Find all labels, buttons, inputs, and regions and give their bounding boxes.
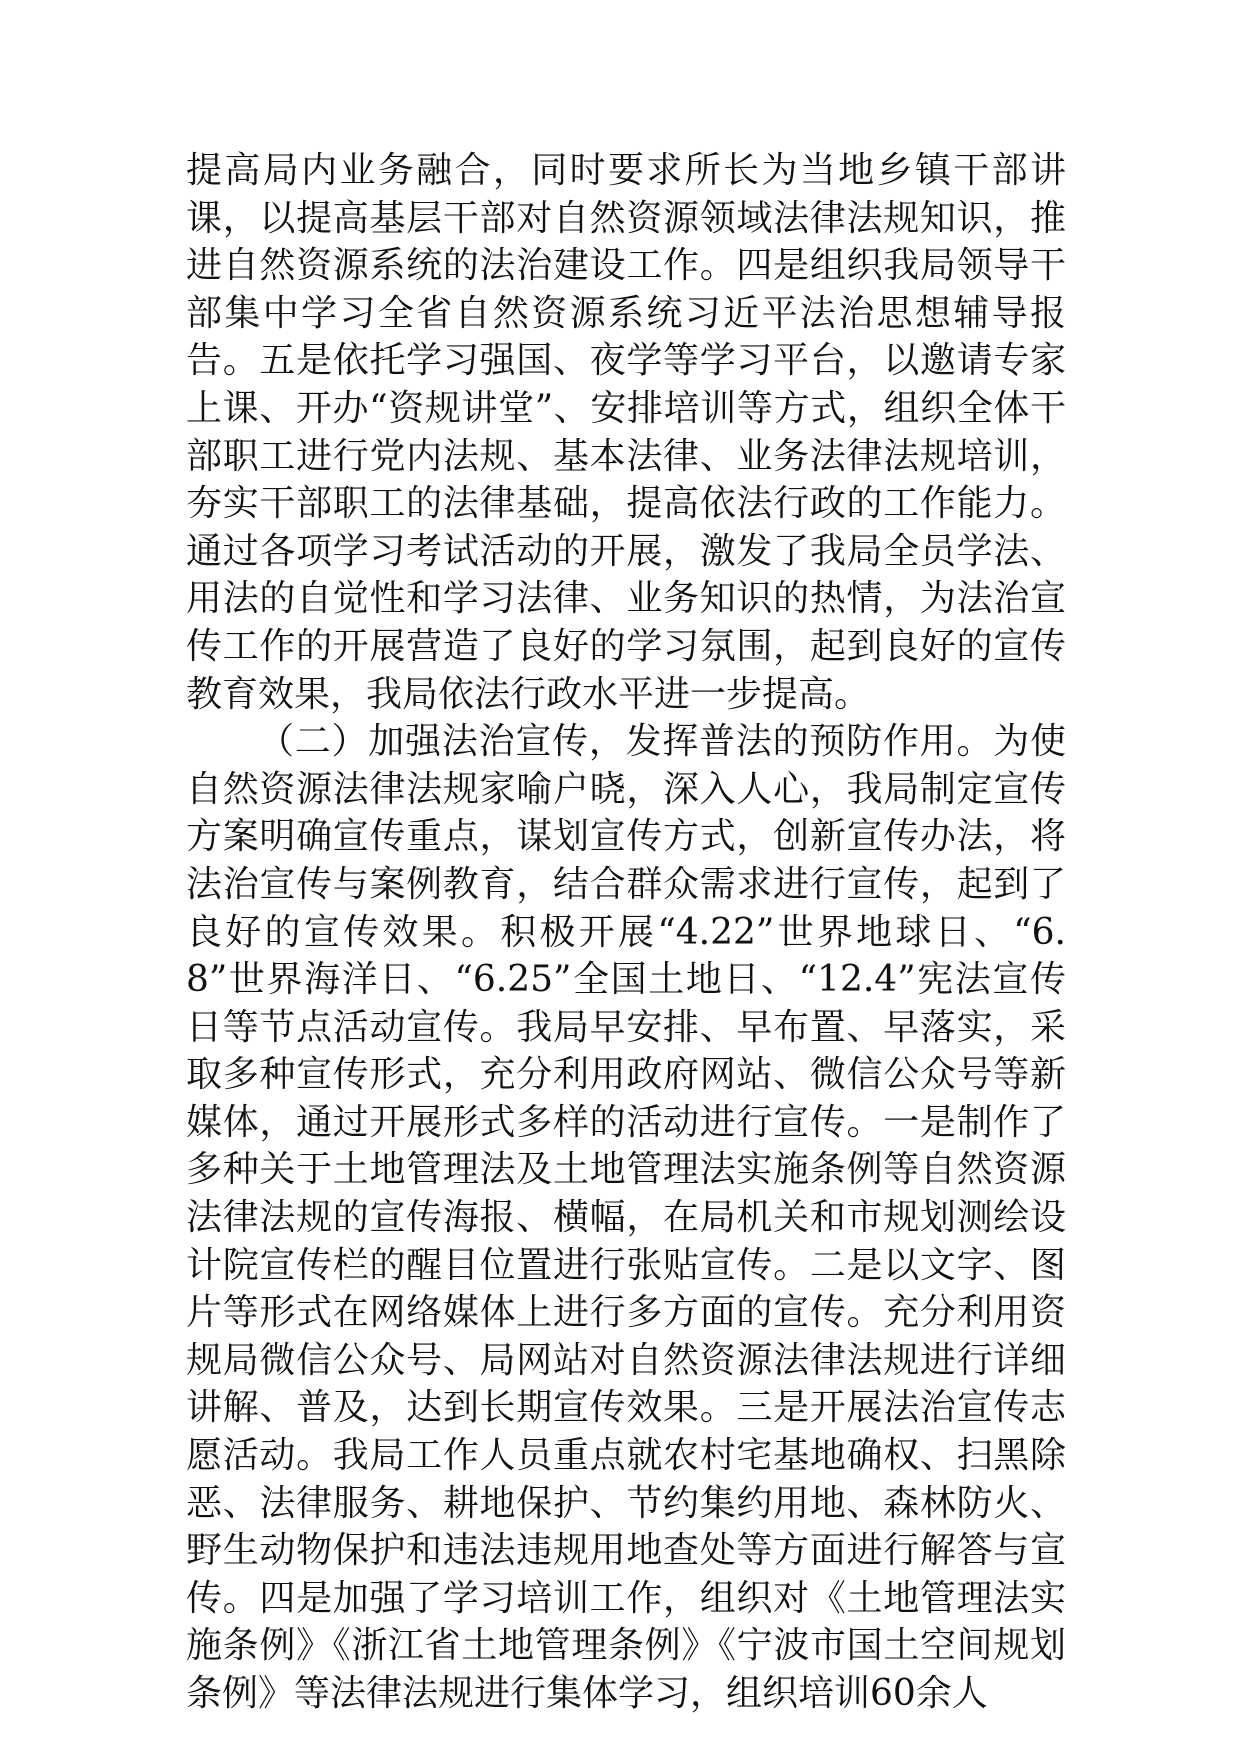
paragraph-1: 提高局内业务融合，同时要求所长为当地乡镇干部讲课，以提高基层干部对自然资源领域法律法规知识，推进自然资源系统的法治建设工作。四是组织我局领导干部集中学习全省自然资源系统习近平法治思想辅导报告。五是依托学习强国、夜学等学习平台，以邀请专家上课、开办“资规讲堂”、安排培训等方式，组织全体干部职工进行党内法规、基本法律、业务法律法规培训，夯实干部职工的法律基础，提高依法行政的工作能力。通过各项学习考试活动的开展，激发了我局全员学法、用法的自觉性和学习法律、业务知识的热情，为法治宣传工作的开展营造了良好的学习氛围，起到良好的宣传教育效果，我局依法行政水平进一步提高。 bbox=[186, 150, 1066, 715]
paragraph-2: （二）加强法治宣传，发挥普法的预防作用。为使自然资源法律法规家喻户晓，深入人心，我局制定宣传方案明确宣传重点，谋划宣传方式，创新宣传办法，将法治宣传与案例教育，结合群众需求进行宣传，起到了良好的宣传效果。积极开展“4.22”世界地球日、“6.8”世界海洋日、“6.25”全国土地日、“12.4”宪法宣传日等节点活动宣传。我局早安排、早布置、早落实，采取多种宣传形式，充分利用政府网站、微信公众号等新媒体，通过开展形式多样的活动进行宣传。一是制作了多种关于土地管理法及土地管理法实施条例等自然资源法律法规的宣传海报、横幅，在局机关和市规划测绘设计院宣传栏的醒目位置进行张贴宣传。二是以文字、图片等形式在网络媒体上进行多方面的宣传。充分利用资规局微信公众号、局网站对自然资源法律法规进行详细讲解、普及，达到长期宣传效果。三是开展法治宣传志愿活动。我局工作人员重点就农村宅基地确权、扫黑除恶、法律服务、耕地保护、节约集约用地、森林防火、野生动物保护和违法违规用地查处等方面进行解答与宣传。四是加强了学习培训工作，组织对《土地管理法实施条例》《浙江省土地管理条例》《宁波市国土空间规划条例》等法律法规进行集体学习，组织培训60余人 bbox=[186, 721, 1066, 1714]
body-text bbox=[186, 147, 1066, 1718]
